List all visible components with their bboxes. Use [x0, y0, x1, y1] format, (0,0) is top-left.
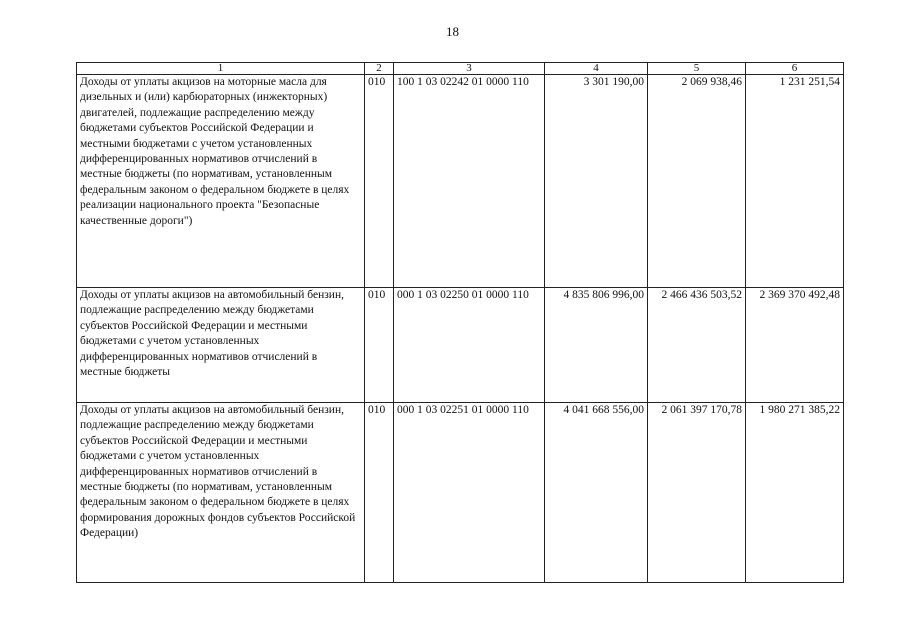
revenue-name-cell: Доходы от уплаты акцизов на автомобильный бензин, подлежащие распределению между бюджетами субъектов Российской Федерации и местными бюджетами с учетом установленных дифференцированных нормативов отчислений в местные бюджеты — [77, 288, 365, 403]
table-header-row — [77, 63, 844, 75]
table-row — [77, 288, 844, 403]
budget-revenue-table — [76, 62, 844, 583]
amount-col4-cell: 4 835 806 996,00 — [545, 288, 648, 403]
revenue-name-cell: Доходы от уплаты акцизов на моторные масла для дизельных и (или) карбюраторных (инжекторных) двигателей, подлежащие распределению между бюджетами субъектов Российской Федерации и местными бюджетами с учетом установленных дифференцированных нормативов отчислений в местные бюджеты (по нормативам, установленным федеральным законом о федеральном бюджете в целях реализации национального проекта "Безопасные качественные дороги") — [77, 75, 365, 288]
amount-col6-cell: 1 980 271 385,22 — [746, 403, 844, 583]
amount-col5-cell: 2 466 436 503,52 — [648, 288, 746, 403]
column-header-4: 4 — [545, 63, 648, 75]
amount-col4-cell: 3 301 190,00 — [545, 75, 648, 288]
column-header-1: 1 — [77, 63, 365, 75]
budget-classification-code-cell: 000 1 03 02250 01 0000 110 — [394, 288, 545, 403]
column-header-2: 2 — [365, 63, 394, 75]
line-code-cell: 010 — [365, 288, 394, 403]
amount-col4-cell: 4 041 668 556,00 — [545, 403, 648, 583]
table-row — [77, 403, 844, 583]
amount-col6-cell: 2 369 370 492,48 — [746, 288, 844, 403]
line-code-cell: 010 — [365, 75, 394, 288]
table-row — [77, 75, 844, 288]
column-header-6: 6 — [746, 63, 844, 75]
budget-classification-code-cell: 100 1 03 02242 01 0000 110 — [394, 75, 545, 288]
revenue-name-cell: Доходы от уплаты акцизов на автомобильный бензин, подлежащие распределению между бюджетами субъектов Российской Федерации и местными бюджетами с учетом установленных дифференцированных нормативов отчислений в местные бюджеты (по нормативам, установленным федеральным законом о федеральном бюджете в целях формирования дорожных фондов субъектов Российской Федерации) — [77, 403, 365, 583]
amount-col5-cell: 2 069 938,46 — [648, 75, 746, 288]
budget-classification-code-cell: 000 1 03 02251 01 0000 110 — [394, 403, 545, 583]
line-code-cell: 010 — [365, 403, 394, 583]
amount-col6-cell: 1 231 251,54 — [746, 75, 844, 288]
column-header-5: 5 — [648, 63, 746, 75]
amount-col5-cell: 2 061 397 170,78 — [648, 403, 746, 583]
page-number: 18 — [446, 24, 459, 39]
column-header-3: 3 — [394, 63, 545, 75]
